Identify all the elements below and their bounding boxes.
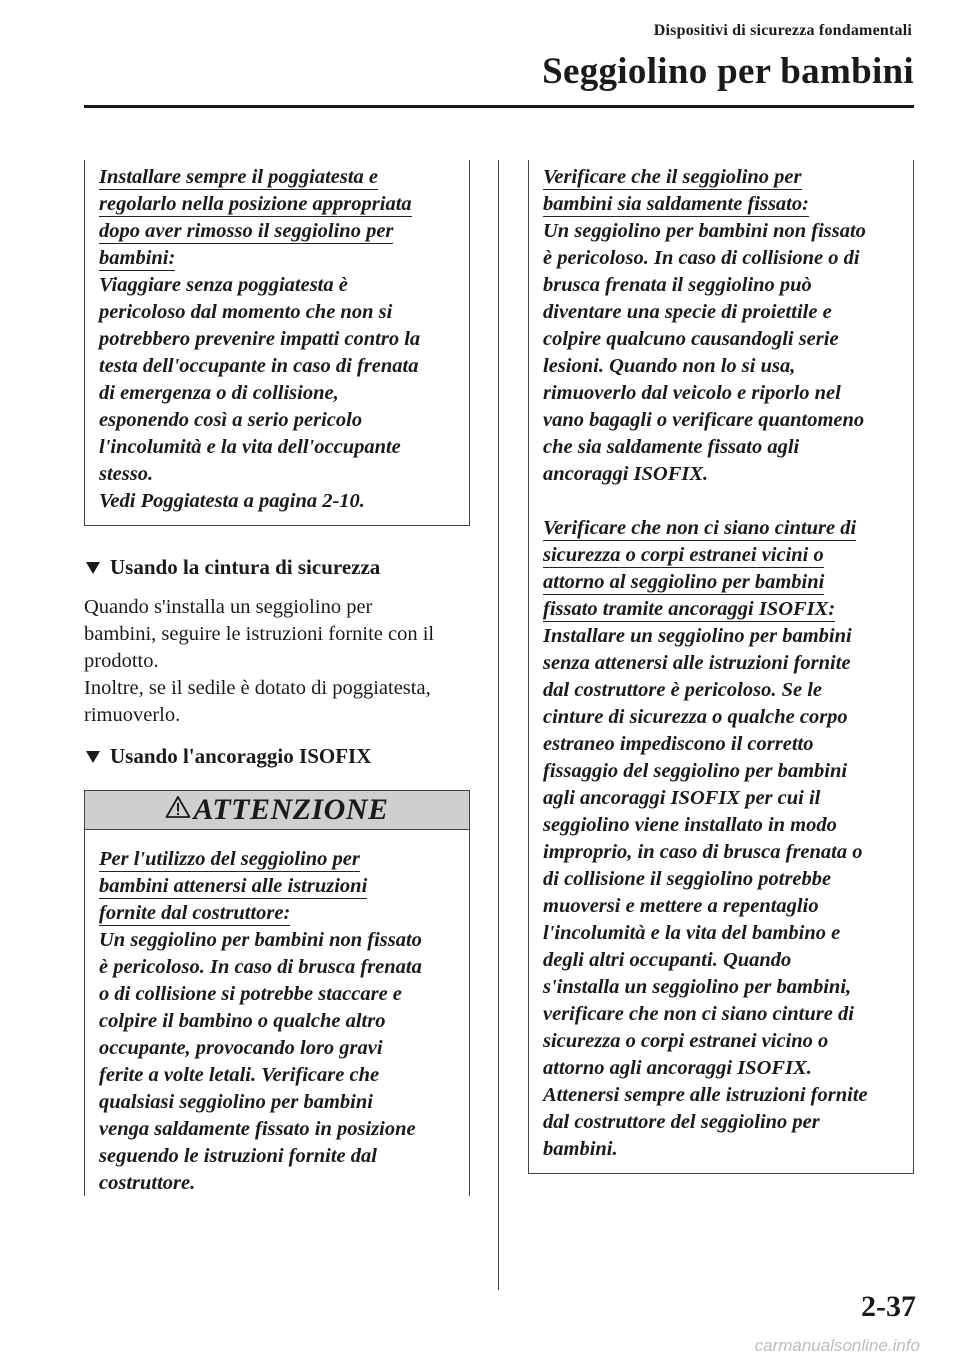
text-line: Viaggiare senza poggiatesta è: [99, 274, 348, 296]
warning-triangle-icon: [165, 795, 191, 819]
text-line: degli altri occupanti. Quando: [543, 949, 792, 971]
text-line: di collisione il seggiolino potrebbe: [543, 868, 832, 890]
text-line: seggiolino viene installato in modo: [543, 814, 837, 836]
warning-text: [85, 830, 469, 1207]
text-line: bambini, seguire le istruzioni fornite con il: [84, 623, 435, 645]
caution-heading-line: [543, 596, 901, 623]
caution-heading-text: bambini:: [99, 247, 176, 269]
header-rule: [84, 105, 914, 108]
text-line: l'incolumità e la vita del bambino e: [543, 922, 841, 944]
text-line: Un seggiolino per bambini non fissato: [543, 220, 866, 242]
text-line: seguendo le istruzioni fornite dal: [99, 1145, 377, 1167]
text-line: stesso.: [99, 463, 154, 485]
warning-header: [85, 790, 469, 830]
caution-heading-line: [99, 846, 457, 873]
text-line: rimuoverlo dal veicolo e riporlo nel: [543, 382, 841, 404]
page-number: 2-37: [861, 1290, 916, 1323]
text-line: fissaggio del seggiolino per bambini: [543, 760, 848, 782]
isofix-caution-box: [528, 160, 914, 1174]
text-line: costruttore.: [99, 1172, 196, 1194]
text-line: Un seggiolino per bambini non fissato: [99, 929, 422, 951]
text-line: dal costruttore è pericoloso. Se le: [543, 679, 823, 701]
text-line: è pericoloso. In caso di collisione o di: [543, 247, 860, 269]
text-line: dal costruttore del seggiolino per: [543, 1111, 820, 1133]
caution-heading-text: Installare sempre il poggiatesta e: [99, 166, 379, 188]
text-line: qualsiasi seggiolino per bambini: [99, 1091, 373, 1113]
text-line: muoversi e mettere a repentaglio: [543, 895, 819, 917]
watermark: carmanualsonline.info: [754, 1336, 920, 1355]
text-line: esponendo così a serio pericolo: [99, 409, 363, 431]
paragraph-gap: [543, 488, 901, 515]
text-line: occupante, provocando loro gravi: [99, 1037, 383, 1059]
caution-heading-line: [99, 218, 457, 245]
text-line: vano bagagli o verificare quantomeno: [543, 409, 865, 431]
caution-heading-text: dopo aver rimosso il seggiolino per: [99, 220, 394, 242]
text-line: s'installa un seggiolino per bambini,: [543, 976, 852, 998]
caution-heading-text: Per l'utilizzo del seggiolino per: [99, 848, 360, 870]
caution-heading-text: sicurezza o corpi estranei vicini o: [543, 544, 824, 566]
text-line: venga saldamente fissato in posizione: [99, 1118, 416, 1140]
text-line: agli ancoraggi ISOFIX per cui il: [543, 787, 821, 809]
text-line: lesioni. Quando non lo si usa,: [543, 355, 796, 377]
text-line: che sia saldamente fissato agli: [543, 436, 800, 458]
caution-heading-text: bambini attenersi alle istruzioni: [99, 875, 368, 897]
section-heading-isofix: [84, 744, 371, 769]
caution-heading-text: regolarlo nella posizione appropriata: [99, 193, 412, 215]
caution-heading-line: [543, 164, 901, 191]
text-line: Vedi Poggiatesta a pagina 2-10.: [99, 490, 365, 512]
section-heading-belt: [84, 555, 380, 580]
headrest-caution-text: [85, 160, 469, 525]
text-line: ancoraggi ISOFIX.: [543, 463, 709, 485]
text-line: bambini.: [543, 1138, 618, 1160]
text-line: senza attenersi alle istruzioni fornite: [543, 652, 851, 674]
text-line: Attenersi sempre alle istruzioni fornite: [543, 1084, 868, 1106]
section-belt-paragraph: [84, 594, 476, 729]
triangle-bullet-icon: [86, 562, 100, 574]
text-line: ferite a volte letali. Verificare che: [99, 1064, 380, 1086]
caution-heading-line: [99, 191, 457, 218]
text-line: testa dell'occupante in caso di frenata: [99, 355, 419, 377]
text-line: estraneo impediscono il corretto: [543, 733, 814, 755]
caution-heading-line: [543, 191, 901, 218]
warning-box: [84, 790, 470, 1196]
text-line: l'incolumità e la vita dell'occupante: [99, 436, 401, 458]
text-line: colpire qualcuno causandogli serie: [543, 328, 839, 350]
caution-heading-text: bambini sia saldamente fissato:: [543, 193, 809, 215]
caution-heading-line: [543, 569, 901, 596]
section-heading-belt-text: Usando la cintura di sicurezza: [110, 555, 381, 579]
text-line: Installare un seggiolino per bambini: [543, 625, 852, 647]
text-line: o di collisione si potrebbe staccare e: [99, 983, 402, 1005]
text-line: verificare che non ci siano cinture di: [543, 1003, 854, 1025]
section-heading-isofix-text: Usando l'ancoraggio ISOFIX: [110, 744, 372, 768]
caution-heading-line: [99, 245, 457, 272]
text-line: di emergenza o di collisione,: [99, 382, 339, 404]
text-line: cinture di sicurezza o qualche corpo: [543, 706, 848, 728]
text-line: brusca frenata il seggiolino può: [543, 274, 812, 296]
caution-heading-line: [99, 164, 457, 191]
text-line: diventare una specie di proiettile e: [543, 301, 832, 323]
text-line: pericoloso dal momento che non si: [99, 301, 393, 323]
isofix-caution-text: [529, 160, 913, 1173]
text-line: potrebbero prevenire impatti contro la: [99, 328, 421, 350]
caution-heading-line: [543, 542, 901, 569]
caution-heading-line: [543, 515, 901, 542]
caution-heading-text: fissato tramite ancoraggi ISOFIX:: [543, 598, 836, 620]
column-divider: [498, 160, 499, 1290]
triangle-bullet-icon: [86, 751, 100, 763]
caution-heading-line: [99, 873, 457, 900]
text-line: rimuoverlo.: [84, 704, 181, 726]
caution-heading-text: Verificare che non ci siano cinture di: [543, 517, 857, 539]
text-line: Quando s'installa un seggiolino per: [84, 596, 373, 618]
text-line: è pericoloso. In caso di brusca frenata: [99, 956, 422, 978]
warning-title: ATTENZIONE: [193, 793, 389, 826]
page-title: Seggiolino per bambini: [542, 51, 914, 92]
text-line: colpire il bambino o qualche altro: [99, 1010, 386, 1032]
headrest-caution-box: [84, 160, 470, 526]
text-line: Inoltre, se il sedile è dotato di poggiatesta,: [84, 677, 431, 699]
caution-heading-text: attorno al seggiolino per bambini: [543, 571, 825, 593]
caution-heading-line: [99, 900, 457, 927]
caution-heading-text: fornite dal costruttore:: [99, 902, 291, 924]
text-line: sicurezza o corpi estranei vicino o: [543, 1030, 829, 1052]
text-line: attorno agli ancoraggi ISOFIX.: [543, 1057, 812, 1079]
text-line: improprio, in caso di brusca frenata o: [543, 841, 863, 863]
caution-heading-text: Verificare che il seggiolino per: [543, 166, 802, 188]
running-header-section: Dispositivi di sicurezza fondamentali: [653, 22, 912, 39]
text-line: prodotto.: [84, 650, 159, 672]
